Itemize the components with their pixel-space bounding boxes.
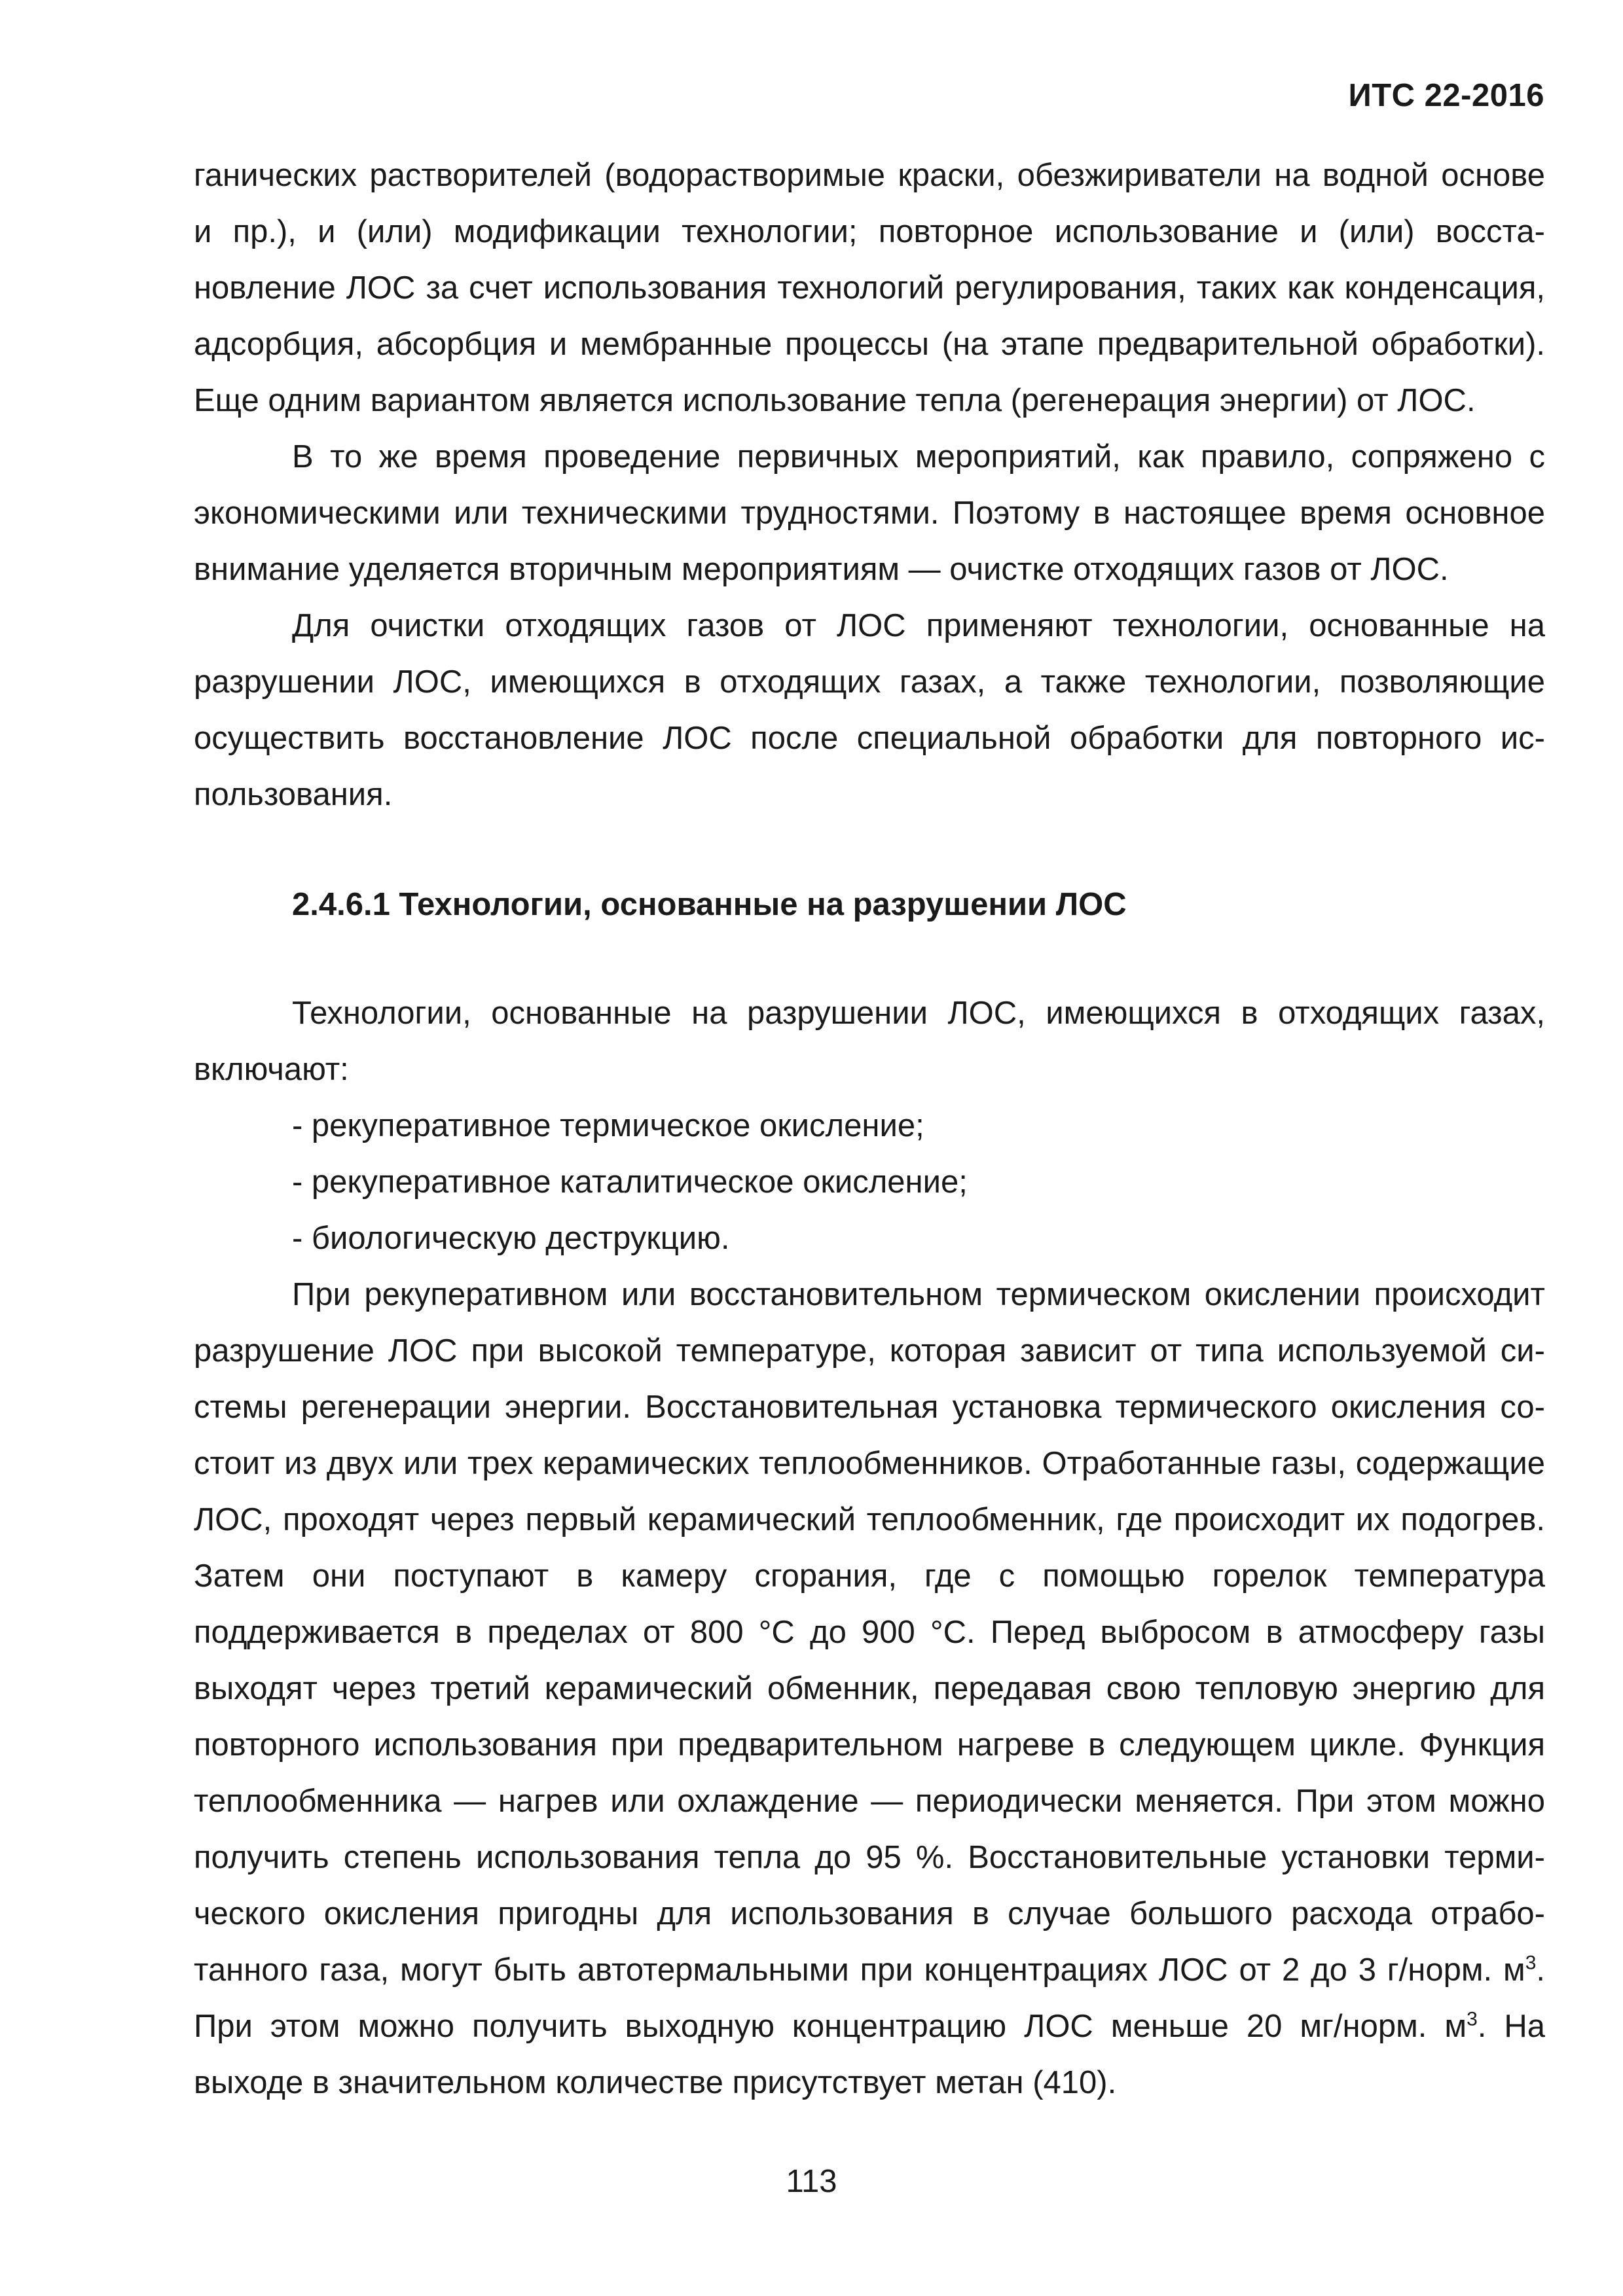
- list-item: - биологическую деструкцию.: [292, 1221, 730, 1256]
- thermal-oxidation-text: При рекуперативном или восстановительном термическом окислении происходит разрушение ЛОС при высокой температуре, которая зависит от типа используемой системы регенерации энергии. Восстановительная установка термического окисления состоит из двух или трех керамических теплообменников. Отработанные газы, содержащие ЛОС, проходят через первый керамический теплообменник, где происходит их подогрев. Затем они поступают в камеру сгорания, где с помощью горелок температура поддерживается в пределах от 800 °C до 900 °C. Перед выбросом в атмосферу газы выходят через третий керамический обменник, передавая свою тепловую энергию для повторного использования при предварительном нагреве в следующем цикле. Функция теплообменника — нагрев или охлаждение — периодически меняется. При этом можно получить степень использования тепла до 95 %. Восстановительные установки термического окисления пригодны для использования в случае большого расхода отработанного газа, могут быть автотермальными при концентрациях ЛОС от 2 до 3 г/норм. м: [194, 1277, 1545, 1988]
- paragraph-thermal-oxidation: [194, 1266, 1545, 2111]
- superscript: 3: [1525, 1952, 1537, 1974]
- superscript: 3: [1467, 2008, 1478, 2030]
- paragraph-technologies-intro: Технологии, основанные на разрушении ЛОС, имеющихся в отходящих газах, включают:: [194, 996, 1545, 1087]
- page-content: [194, 147, 1545, 2111]
- outlet-concentration-text: . При этом можно получить выходную концентрацию ЛОС меньше 20 мг/норм. м: [194, 1952, 1545, 2044]
- list-item: - рекуперативное каталитическое окисление;: [292, 1164, 968, 1200]
- paragraph-primary-measures: В то же время проведение первичных мероприятий, как правило, сопряжено с экономическими или техническими трудностями. Поэтому в настоящее время основное внимание уделяется вторичным мероприятиям — очистке отходящих газов от ЛОС.: [194, 439, 1545, 587]
- page-number: 113: [786, 2164, 837, 2199]
- paragraph-continuation: ганических растворителей (водорастворимые краски, обезжириватели на водной основе и пр.), и (или) модификации технологии; повторное использование и (или) восстановление ЛОС за счет использования технологий регулирования, таких как конденсация, адсорбция, абсорбция и мембранные процессы (на этапе предварительной обработки). Еще одним вариантом является использование тепла (регенерация энергии) от ЛОС.: [194, 158, 1545, 418]
- section-heading: 2.4.6.1 Технологии, основанные на разрушении ЛОС: [292, 887, 1127, 922]
- document-code: ИТС 22-2016: [1348, 78, 1544, 113]
- paragraph-gas-cleaning: Для очистки отходящих газов от ЛОС применяют технологии, основанные на разрушении ЛОС, имеющихся в отходящих газах, а также технологии, позволяющие осуществить восстановление ЛОС после специальной обработки для повторного использования.: [194, 608, 1545, 812]
- list-item: - рекуперативное термическое окисление;: [292, 1108, 924, 1143]
- technologies-list: [194, 1098, 1545, 1266]
- methane-text: . На выходе в значительном количестве присутствует метан (410).: [194, 2009, 1545, 2100]
